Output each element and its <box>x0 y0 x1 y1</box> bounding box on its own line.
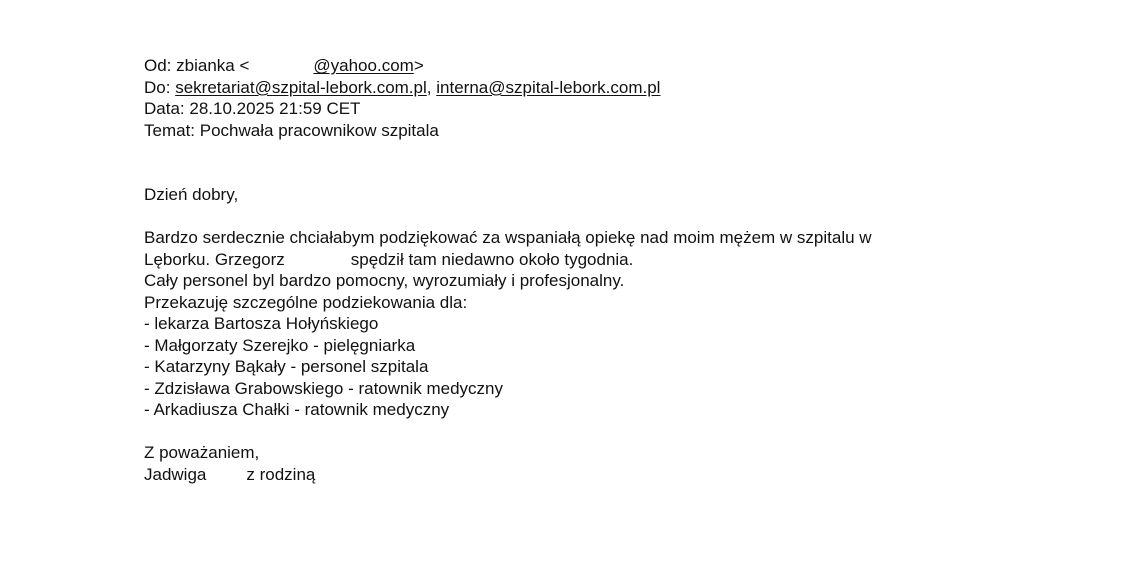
date-value: 28.10.2025 21:59 CET <box>189 99 361 118</box>
closing-regards: Z poważaniem, <box>144 443 260 462</box>
subject-value: Pochwała pracownikow szpitala <box>199 120 439 140</box>
list-item: - Zdzisława Grabowskiego - ratownik medyczny <box>144 378 504 398</box>
list-item: - Małgorzaty Szerejko - pielęgniarka <box>144 335 416 355</box>
date-line <box>144 98 1044 120</box>
spacer <box>144 421 1044 443</box>
signature-family: z rodziną <box>246 464 316 484</box>
subject-line <box>144 120 1044 142</box>
from-email-link[interactable]: @yahoo.com <box>313 56 414 75</box>
date-label: Data: <box>144 99 185 118</box>
list-item: - Arkadiusza Chałki - ratownik medyczny <box>144 400 450 419</box>
from-name: zbianka < <box>176 56 250 75</box>
from-line <box>144 55 1044 77</box>
paragraph-line-2-start: Lęborku. Grzegorz <box>144 249 285 269</box>
greeting: Dzień dobry, <box>144 185 239 204</box>
paragraph-line-1: Bardzo serdecznie chciałabym podziękować za wspaniałą opiekę nad moim mężem w szpitalu w <box>144 228 872 247</box>
subject-label: Temat: <box>144 120 196 140</box>
paragraph-line-3: Cały personel byl bardzo pomocny, wyrozumiały i profesjonalny. <box>144 271 625 290</box>
signature-first-name: Jadwiga <box>144 464 207 484</box>
paragraph-line-4: Przekazuję szczególne podziekowania dla: <box>144 292 468 312</box>
to-email-link-2[interactable]: interna@szpital-lebork.com.pl <box>436 77 661 97</box>
to-line <box>144 77 1044 99</box>
email-document <box>144 55 1044 485</box>
signature-line <box>144 464 1044 486</box>
list-item: - lekarza Bartosza Hołyńskiego <box>144 314 379 333</box>
from-label: Od: <box>144 56 172 75</box>
to-separator: , <box>426 77 432 97</box>
spacer <box>144 206 1044 228</box>
from-close: > <box>413 56 424 75</box>
list-item: - Katarzyny Bąkały - personel szpitala <box>144 357 429 376</box>
to-email-link-1[interactable]: sekretariat@szpital-lebork.com.pl <box>175 77 427 97</box>
to-label: Do: <box>144 77 171 97</box>
paragraph-line-2-end: spędził tam niedawno około tygodnia. <box>350 249 634 269</box>
paragraph-line-2 <box>144 249 1044 271</box>
spacer <box>144 141 1044 184</box>
